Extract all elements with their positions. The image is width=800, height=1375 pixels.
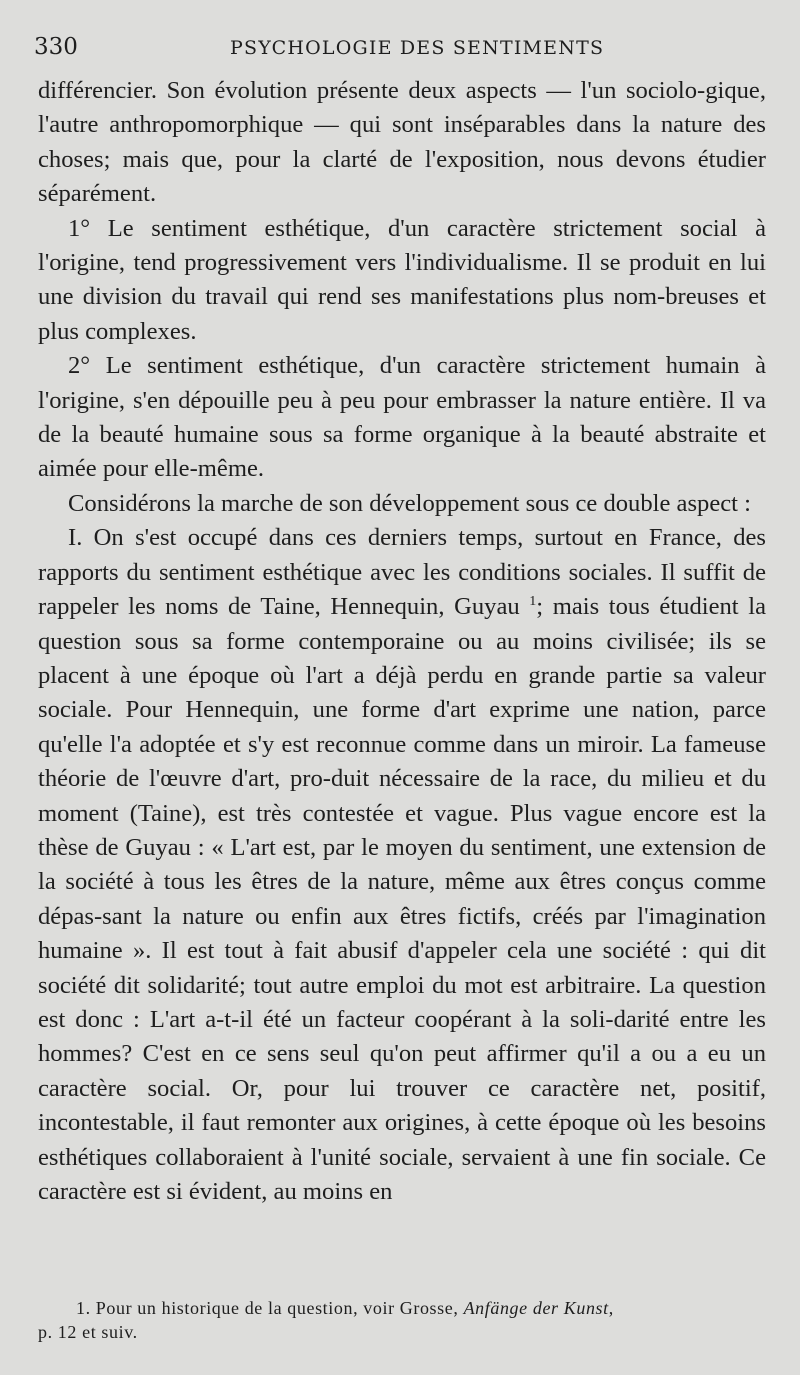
paragraph-point-1: 1° Le sentiment esthétique, d'un caractère strictement social à l'origine, tend progressivement vers l'individualisme. Il se produit en lui une division du travail qui rend ses manifestations plus nom-breuses et plus complexes. — [38, 214, 766, 345]
footnote-reference: 1 — [529, 593, 537, 609]
running-head — [34, 34, 770, 64]
paragraph-section-i — [38, 521, 766, 1209]
paragraph-continuation: différencier. Son évolution présente deux aspects — l'un sociolo-gique, l'autre anthropomorphique — qui sont inséparables dans la nature des choses; mais que, pour la clarté de l'exposition, nous devons étudier séparément. — [38, 77, 766, 208]
section-i-text-after-note: ; mais tous étudient la question sous sa forme contemporaine ou au moins civilisée; ils se placent à une époque où l'art a déjà perdu en grande partie sa valeur sociale. Pour Hennequin, une forme d'art exprime une nation, parce qu'elle l'a adoptée et s'y est reconnue comme dans un miroir. La fameuse théorie de l'œuvre d'art, pro-duit nécessaire de la race, du milieu et du moment (Taine), est très contestée et vague. Plus vague encore est la thèse de Guyau : « L'art est, par le moyen du sentiment, une extension de la société à tous les êtres de la nature, même aux êtres conçus comme dépas-sant la nature ou enfin aux êtres fictifs, créés par l'imagination humaine ». Il est tout à fait abusif d'appeler cela une société : qui dit société dit solidarité; tout autre emploi du mot est arbitraire. La question est donc : L'art a-t-il été un facteur coopérant à la soli-darité entre les hommes? C'est en ce sens seul qu'on peut affirmer qu'il a ou a eu un caractère social. Or, pour lui trouver ce caractère net, positif, incontestable, il faut remonter aux origines, à cette époque où les besoins esthétiques collaboraient à l'unité sociale, servaient à une fin sociale. Ce caractère est si évident, au moins en — [38, 593, 766, 1205]
body-text — [38, 74, 766, 1209]
footnote-text: 1. Pour un historique de la question, voir Grosse, — [76, 1298, 464, 1318]
section-i-text-before-note: I. On s'est occupé dans ces derniers temps, surtout en France, des rapports du sentiment esthétique avec les conditions sociales. Il suffit de rappeler les noms de Taine, Hennequin, Guyau — [38, 524, 766, 621]
paragraph-point-2: 2° Le sentiment esthétique, d'un caractère strictement humain à l'origine, s'en dépouille peu à peu pour embrasser la nature entière. Il va de la beauté humaine sous sa forme organique à la beauté abstraite et aimée pour elle-même. — [38, 352, 766, 483]
footnote — [38, 1296, 774, 1344]
footnote-comma: , — [608, 1298, 614, 1318]
footnote-line-2: p. 12 et suiv. — [38, 1322, 138, 1342]
footnote-line-1 — [38, 1296, 774, 1320]
footnote-work-title: Anfänge der Kunst — [463, 1298, 609, 1318]
paragraph-considerons: Considérons la marche de son développement sous ce double aspect : — [68, 489, 751, 517]
running-title: PSYCHOLOGIE DES SENTIMENTS — [230, 37, 605, 59]
page-number: 330 — [34, 34, 78, 60]
